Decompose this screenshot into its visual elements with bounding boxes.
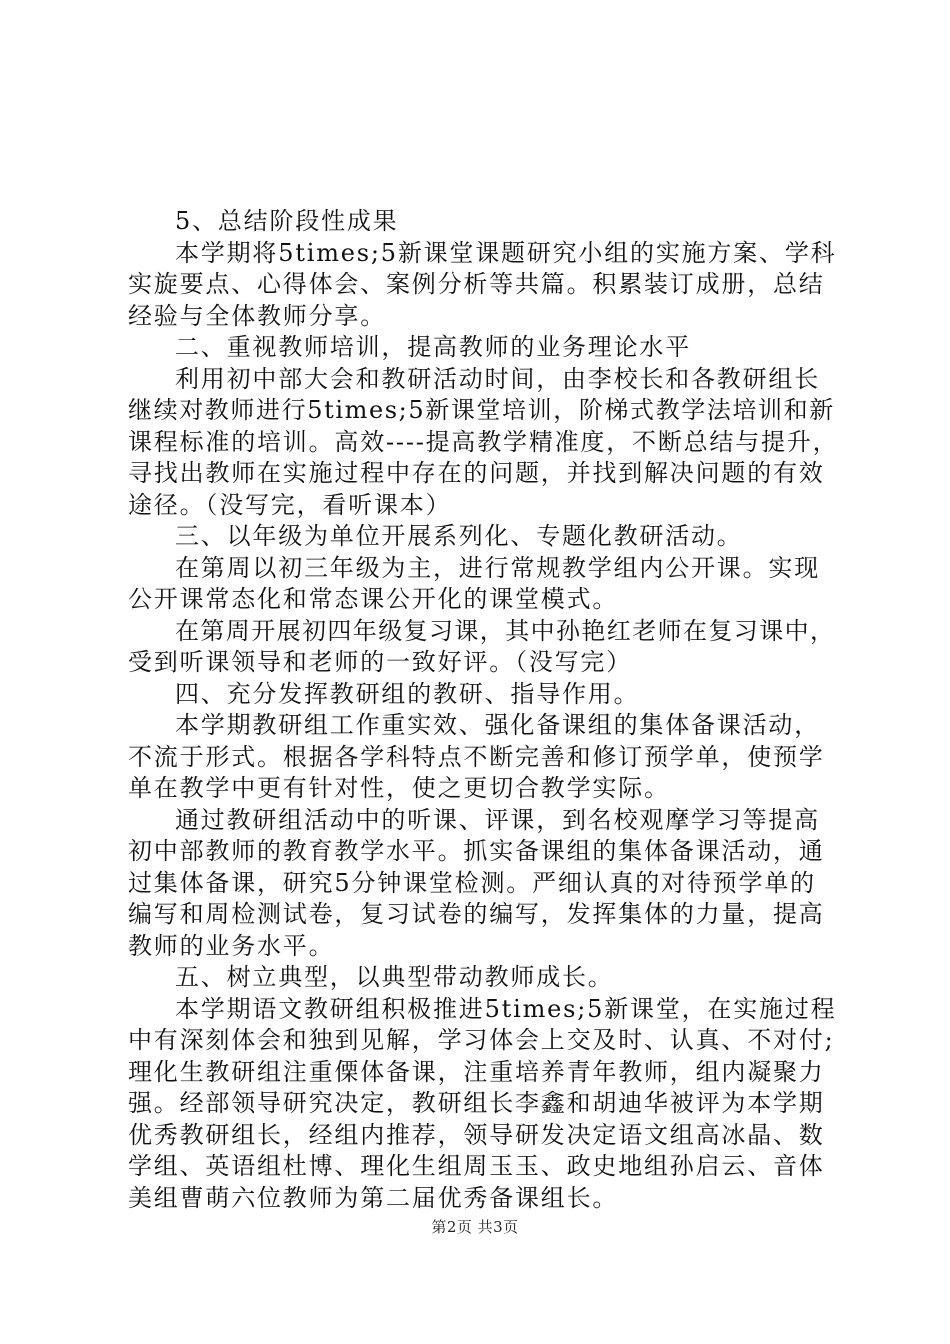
text-line: 美组曹萌六位教师为第二届优秀备课组长。 bbox=[128, 1183, 619, 1212]
text-line: 途径。（没写完，看听课本） bbox=[128, 490, 452, 519]
text-line: 二、重视教师培训，提高教师的业务理论水平 bbox=[175, 333, 691, 361]
text-line: 通过教研组活动中的听课、评课，到名校观摩学习等提高 bbox=[175, 805, 820, 834]
text-line: 在第周以初三年级为主，进行常规教学组内公开课。实现 bbox=[175, 553, 820, 582]
text-line: 学组、英语组杜博、理化生组周玉玉、政史地组孙启云、音体 bbox=[128, 1152, 825, 1180]
text-line: 本学期将5times;5新课堂课题研究小组的实施方案、学科 bbox=[175, 238, 837, 267]
text-line: 公开课常态化和常态课公开化的课堂模式。 bbox=[128, 585, 619, 613]
text-line: 中有深刻体会和独到见解，学习体会上交及时、认真、不对付; bbox=[128, 1026, 835, 1054]
text-line: 本学期语文教研组积极推进5times;5新课堂，在实施过程 bbox=[175, 994, 837, 1023]
text-line: 理化生教研组注重傈体备课，注重培养青年教师，组内凝聚力 bbox=[128, 1057, 825, 1086]
text-line: 五、树立典型，以典型带动教师成长。 bbox=[175, 963, 614, 991]
text-line: 本学期教研组工作重实效、强化备课组的集体备课活动， bbox=[175, 711, 820, 739]
text-line: 教师的业务水平。 bbox=[128, 931, 335, 960]
text-line: 受到听课领导和老师的一致好评。（没写完） bbox=[128, 648, 632, 676]
document-body bbox=[128, 206, 838, 1214]
text-line: 经验与全体教师分享。 bbox=[128, 301, 386, 330]
text-line: 四、充分发挥教研组的教研、指导作用。 bbox=[175, 679, 640, 708]
page-footer: 第2页 共3页 bbox=[431, 1218, 519, 1236]
text-line: 寻找出教师在实施过程中存在的问题，并找到解决问题的有效 bbox=[128, 459, 825, 487]
text-line: 编写和周检测试卷，复习试卷的编写，发挥集体的力量，提高 bbox=[128, 900, 825, 928]
text-line: 课程标准的培训。高效----提高教学精准度，不断总结与提升， bbox=[128, 427, 839, 456]
text-line: 不流于形式。根据各学科特点不断完善和修订预学单，使预学 bbox=[128, 742, 825, 771]
text-line: 初中部教师的教育教学水平。抓实备课组的集体备课活动，通 bbox=[128, 837, 825, 865]
text-line: 实旋要点、心得体会、案例分析等共篇。积累装订成册，总结 bbox=[128, 270, 825, 298]
text-line: 在第周开展初四年级复习课，其中孙艳红老师在复习课中， bbox=[175, 616, 836, 645]
text-line: 继续对教师进行5times;5新课堂培训，阶梯式教学法培训和新 bbox=[128, 396, 835, 424]
text-line: 利用初中部大会和教研活动时间，由李校长和各教研组长 bbox=[175, 364, 820, 393]
text-line: 单在教学中更有针对性，使之更切合教学实际。 bbox=[128, 774, 670, 802]
text-line: 过集体备课，研究5分钟课堂检测。严细认真的对待预学单的 bbox=[128, 868, 816, 897]
text-line: 5、总结阶段性成果 bbox=[175, 207, 399, 235]
text-line: 优秀教研组长，经组内推荐，领导研发决定语文组高冰晶、数 bbox=[128, 1120, 825, 1149]
text-line: 三、以年级为单位开展系列化、专题化教研活动。 bbox=[175, 522, 743, 550]
text-line: 强。经部领导研究决定，教研组长李鑫和胡迪华被评为本学期 bbox=[128, 1089, 825, 1117]
